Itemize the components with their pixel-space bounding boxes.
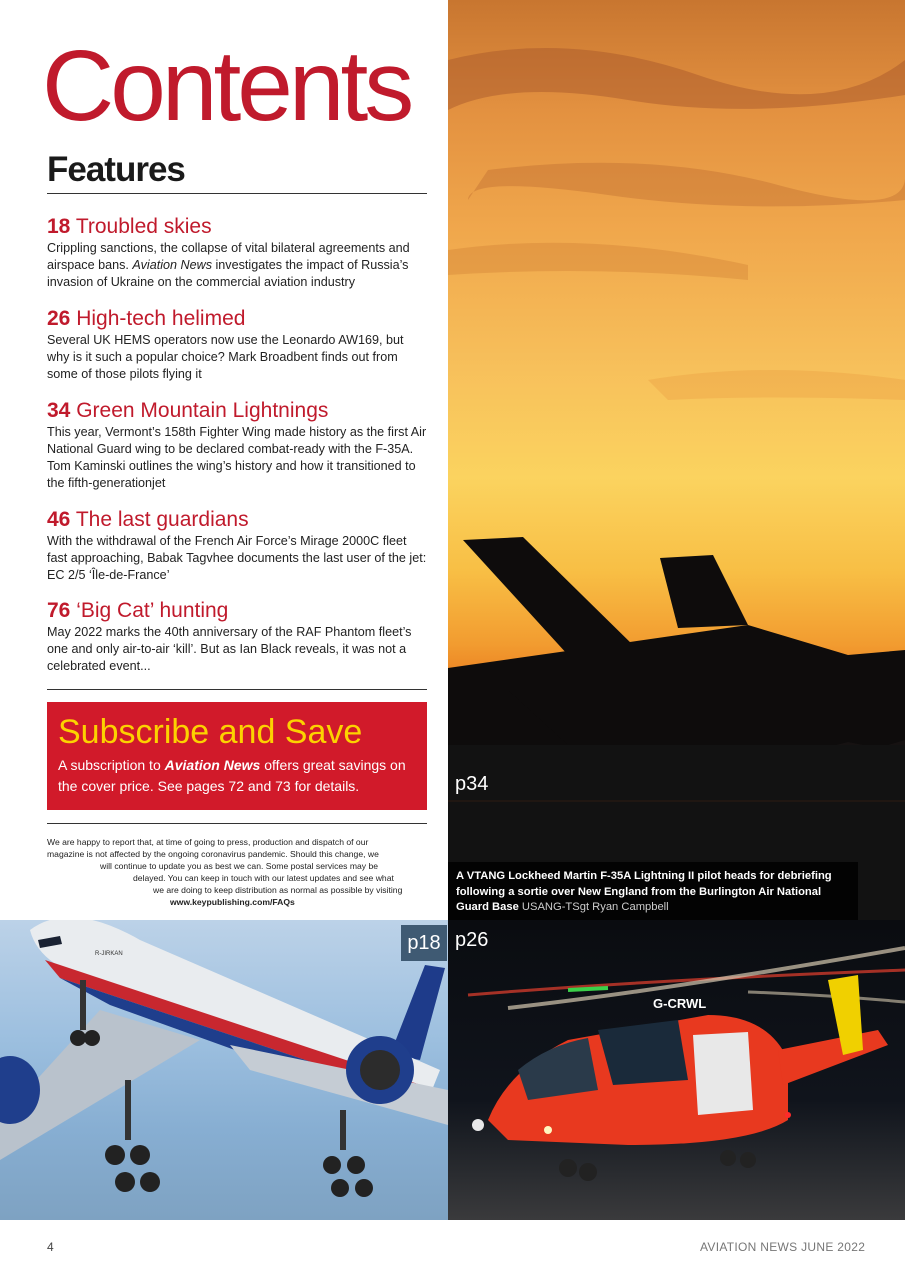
notice-line: we are doing to keep distribution as normal as possible by visiting [153,885,403,895]
airliner-registration: R-JIRKAN [95,951,123,957]
notice-line: delayed. You can keep in touch with our latest updates and see what [133,873,394,883]
page-number: 4 [47,1240,54,1254]
article-item[interactable] [47,215,429,291]
article-description: With the withdrawal of the French Air Force’s Mirage 2000C fleet fast approaching, Babak Tagvhee documents the last user of the jet: EC 2/5 ‘Île-de-France’ [47,534,427,582]
page-label-p34: p34 [455,773,489,795]
article-description: Several UK HEMS operators now use the Leonardo AW169, but why is it such a popular choice? Mark Broadbent finds out from some of those pilots flying it [47,333,404,381]
article-description: This year, Vermont’s 158th Fighter Wing made history as the first Air National Guard wing to be declared combat-ready with the F-35A. Tom Kaminski outlines the wing’s history and how it transitioned to the fifth-generationjet [47,425,427,490]
notice-line: magazine is not affected by the ongoing coronavirus pandemic. Should this change, we [47,849,379,859]
f35-silhouette-icon [448,0,905,920]
notice-line: We are happy to report that, at time of going to press, production and dispatch of our [47,837,369,847]
article-item[interactable] [47,307,429,383]
caption-text: A VTANG Lockheed Martin F-35A Lightning II pilot heads for debriefing following a sortie over New England from the Burlington Air National Guard Base [456,870,832,914]
page-title: Contents [42,30,411,142]
helicopter-icon [448,920,905,1220]
notice-line: will continue to update you as best we can. Some postal services may be [100,861,379,871]
article-description: May 2022 marks the 40th anniversary of the RAF Phantom fleet’s one and only air-to-air ‘kill’. But as Ian Black reveals, it was not a celebrated event... [47,625,412,673]
subscribe-text: A subscription to Aviation News offers great savings on the cover price. See pages 72 and 73 for details. [58,757,406,794]
divider [47,689,427,690]
article-item[interactable] [47,599,429,675]
article-page-number: 18 [47,215,71,238]
airliner-photo [0,920,448,1220]
divider [47,823,427,824]
article-page-number: 26 [47,307,71,330]
article-page-number: 46 [47,508,71,531]
article-title: The last guardians [75,508,249,531]
magazine-issue: AVIATION NEWS JUNE 2022 [700,1240,866,1254]
caption-credit: USANG-TSgt Ryan Campbell [521,901,669,914]
section-heading: Features [47,150,185,189]
article-item[interactable] [47,399,429,492]
article-page-number: 34 [47,399,71,422]
helicopter-photo [448,920,905,1220]
page-label-p26: p26 [455,929,489,951]
article-item[interactable] [47,508,429,584]
photo-caption [448,862,858,920]
subscribe-box[interactable] [47,702,427,810]
article-title: ‘Big Cat’ hunting [76,599,229,622]
article-description: Crippling sanctions, the collapse of vital bilateral agreements and airspace bans. Aviation News investigates the impact of Russia’s invasion of Ukraine on the commercial aviation industry [47,241,410,289]
article-title: Troubled skies [75,215,212,238]
subscribe-title: Subscribe and Save [58,713,363,751]
page-label-p18: p18 [401,925,447,961]
airliner-icon [0,920,448,1220]
notice-link[interactable]: www.keypublishing.com/FAQs [170,897,295,907]
f35-sunset-photo [448,0,905,920]
article-page-number: 76 [47,599,71,622]
divider [47,193,427,194]
helicopter-registration: G-CRWL [653,996,707,1011]
article-title: Green Mountain Lightnings [76,399,329,422]
article-title: High-tech helimed [76,307,246,330]
